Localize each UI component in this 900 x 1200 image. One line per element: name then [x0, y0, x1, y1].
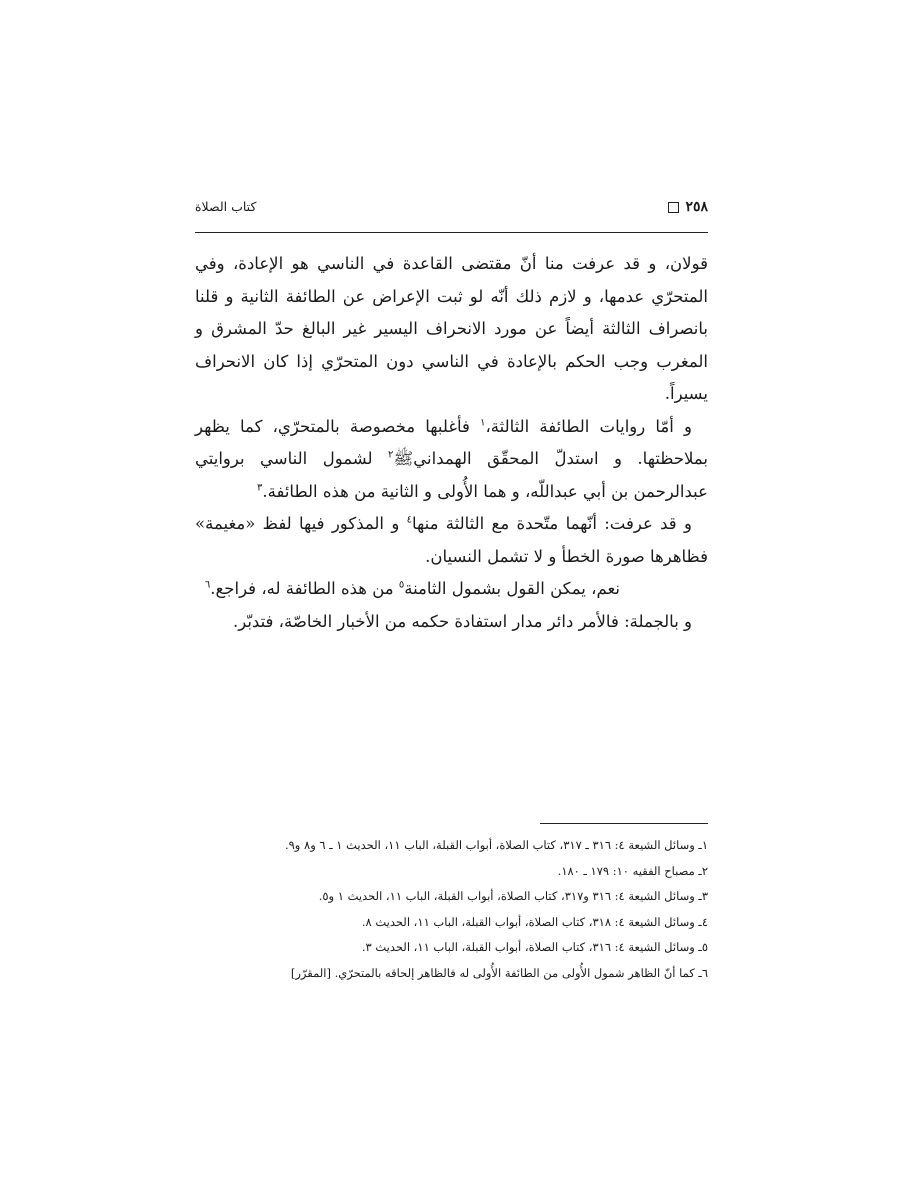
book-title: كتاب الصلاة [195, 199, 257, 214]
paragraph-4-part-b: من هذه الطائفة له، فراجع. [210, 579, 399, 598]
paragraph-2-part-c: لشمول الناسي بروايتي عبدالرحمن بن أبي عبداللّه، و هما الأُولى و الثانية من هذه الطائفة. [195, 449, 708, 501]
header-divider [195, 232, 708, 233]
footnote-3: ٣ـ وسائل الشيعة ٤: ٣١٦ و٣١٧، كتاب الصلاة، أبواب القبلة، الباب ١١، الحديث ١ و٥. [318, 889, 708, 903]
body-text [195, 248, 708, 638]
paragraph-2 [195, 411, 708, 509]
footnote-ref-1: ١ [480, 417, 486, 428]
paragraph-3-part-b: و المذكور فيها لفظ «مغيمة» فظاهرها صورة الخطأ و لا تشمل النسيان. [195, 514, 708, 566]
paragraph-1: قولان، و قد عرفت منا أنّ مقتضى القاعدة في الناسي هو الإعادة، وفي المتحرّي عدمها، و لازم ذلك أنّه لو ثبت الإعراض عن الطائفة الثانية و قلنا بانصراف الثالثة أيضاً عن مورد الانحراف اليسير غير البالغ حدّ المشرق و المغرب وجب الحكم بالإعادة في الناسي دون المتحرّي إذا كان الانحراف يسيراً. [195, 254, 708, 403]
footnote-ref-4: ٤ [406, 514, 412, 526]
honorific-glyph: ﷺ [393, 449, 414, 468]
footnote-ref-2: ٢ [387, 449, 394, 461]
page-header [195, 199, 708, 225]
paragraph-4 [195, 573, 708, 606]
footnote-4: ٤ـ وسائل الشيعة ٤: ٣١٨، كتاب الصلاة، أبواب القبلة، الباب ١١، الحديث ٨. [361, 914, 708, 929]
page-number-block [668, 199, 708, 215]
footnote-1: ١ـ وسائل الشيعة ٤: ٣١٦ ـ ٣١٧، كتاب الصلاة، أبواب القبلة، الباب ١١، الحديث ١ ـ ٦ و٨ و٩. [284, 838, 708, 852]
page-number: ٢٥٨ [685, 199, 708, 215]
paragraph-3 [195, 508, 708, 573]
footnote-ref-3: ٣ [257, 482, 263, 493]
paragraph-5: و بالجملة: فالأمر دائر مدار استفادة حكمه من الأخبار الخاصّة، فتدبّر. [232, 611, 692, 631]
paragraph-4-part-a: نعم، يمكن القول بشمول الثامنة [404, 579, 620, 598]
square-box-icon [668, 202, 679, 213]
paragraph-3-part-a: و قد عرفت: أنّهما متّحدة مع الثالثة منها [411, 514, 692, 533]
paragraph-2-part-a: و أمّا روايات الطائفة الثالثة، [485, 416, 692, 436]
footnote-5: ٥ـ وسائل الشيعة ٤: ٣١٦، كتاب الصلاة، أبواب القبلة، الباب ١١، الحديث ٣. [361, 940, 708, 954]
footnote-ref-6: ٦ [204, 579, 211, 591]
footnote-ref-5: ٥ [398, 579, 405, 591]
footnote-divider [540, 823, 708, 824]
paragraph-2-part-b: فأغلبها مخصوصة بالمتحرّي، كما يظهر بملاحظتها. و استدلّ المحقّق الهمداني [195, 416, 708, 468]
footnotes [195, 833, 708, 986]
footnote-6: ٦ـ كما أنّ الظاهر شمول الأُولى من الطائفة الأُولى له فالظاهر إلحاقه بالمتحرّي. [المقرّر] [290, 965, 708, 980]
footnote-2: ٢ـ مصباح الفقيه ١٠: ١٧٩ ـ ١٨٠. [557, 863, 708, 878]
